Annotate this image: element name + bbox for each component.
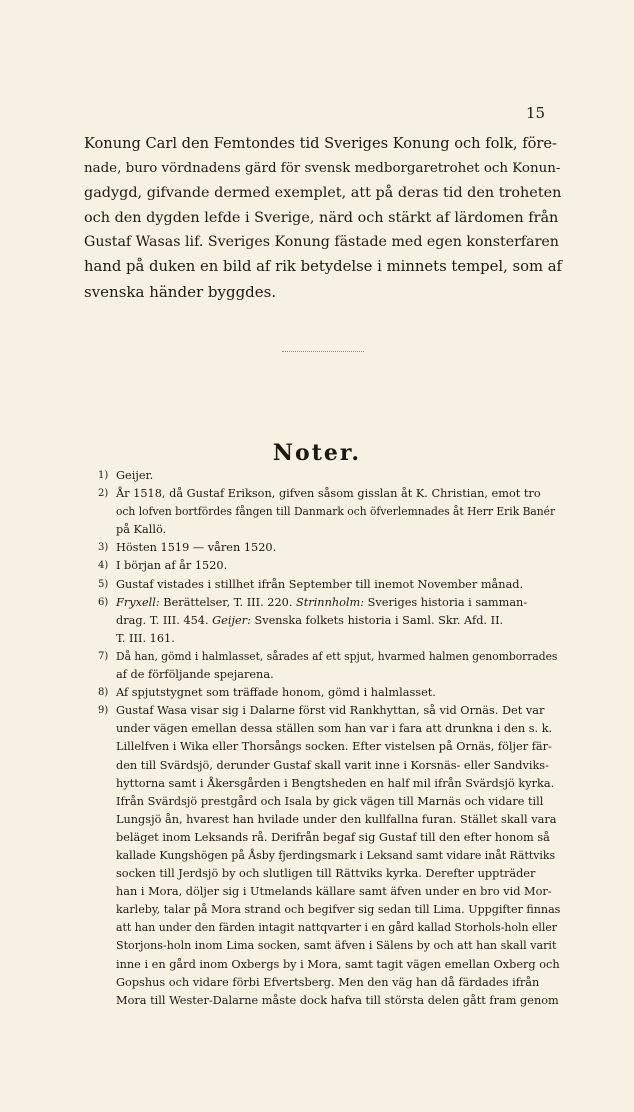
note-text: drag. T. III. 454.: [116, 613, 213, 627]
note-line: hyttorna samt i Åkersgården i Bengtsheden en half mil ifrån Svärdsjö kyrka.: [116, 776, 555, 790]
note-line: Mora till Wester-Dalarne måste dock hafva till största delen gått fram genom: [116, 993, 559, 1007]
note-6: [98, 594, 560, 648]
note-line: beläget inom Leksands rå. Derifrån begaf sig Gustaf till den efter honom så: [116, 830, 550, 844]
note-line: Af spjutstygnet som träffade honom, gömd i halmlasset.: [116, 686, 436, 700]
note-text: Berättelser, T. III. 220.: [159, 595, 297, 609]
note-7: [98, 648, 560, 684]
note-line: [116, 612, 560, 630]
note-number: 8): [98, 687, 109, 699]
note-5: [98, 576, 560, 594]
notes-heading: Noter.: [272, 440, 362, 466]
note-3: [98, 539, 560, 557]
note-line: Gustaf Wasa visar sig i Dalarne först vid Rankhyttan, så vid Ornäs. Det var: [116, 704, 545, 718]
note-line: T. III. 161.: [116, 631, 175, 645]
note-number: 3): [98, 542, 109, 554]
note-line: inne i en gård inom Oxbergs by i Mora, samt tagit vägen emellan Oxberg och: [116, 957, 560, 971]
note-number: 5): [98, 578, 109, 590]
body-line: svenska händer byggdes.: [84, 282, 277, 301]
note-number: 9): [98, 705, 109, 717]
note-number: 4): [98, 560, 109, 572]
note-text: Sveriges historia i samman-: [364, 595, 528, 609]
body-line: gadygd, gifvande dermed exemplet, att på deras tid den troheten: [84, 185, 562, 202]
note-line: Storjons-holn inom Lima socken, samt äfven i Sälens by och att han skall varit: [116, 939, 557, 953]
body-line: Gustaf Wasas lif. Sveriges Konung fästade med egen konsterfaren: [84, 234, 559, 251]
note-line: under vägen emellan dessa ställen som han var i fara att drunkna i den s. k.: [116, 722, 553, 736]
note-number: 7): [98, 650, 109, 662]
note-number: 6): [98, 596, 109, 608]
note-line: kallade Kungshögen på Åsby fjerdingsmark i Leksand samt vidare inåt Rättviks: [116, 848, 556, 862]
note-line: Gustaf vistades i stillhet ifrån September till inemot November månad.: [116, 577, 524, 591]
note-line: Ifrån Svärdsjö prestgård och Isala by gick vägen till Marnäs och vidare till: [116, 794, 544, 808]
section-divider: [282, 351, 364, 352]
body-line: och den dygden lefde i Sverige, närd och stärkt af lärdomen från: [84, 209, 559, 226]
note-line: Lungsjö ån, hvarest han hvilade under den kullfallna furan. Stället skall vara: [116, 812, 557, 826]
body-paragraph: [84, 132, 562, 304]
author-fryxell: Fryxell:: [116, 595, 160, 609]
notes-list: [98, 467, 560, 1010]
note-2: [98, 485, 560, 539]
body-line: hand på duken en bild af rik betydelse i minnets tempel, som af: [84, 257, 563, 275]
note-line: socken till Jerdsjö by och slutligen till Rättviks kyrka. Derefter uppträder: [116, 867, 536, 881]
note-line: Geijer.: [116, 469, 154, 482]
note-line: den till Svärdsjö, derunder Gustaf skall varit inne i Korsnäs- eller Sandviks-: [116, 758, 549, 772]
note-4: [98, 557, 560, 575]
note-number: 1): [98, 470, 109, 481]
note-line: År 1518, då Gustaf Erikson, gifven såsom gisslan åt K. Christian, emot tro: [116, 487, 541, 501]
note-line: Då han, gömd i halmlasset, sårades af ett spjut, hvarmed halmen genomborrades: [116, 649, 558, 663]
note-line: I början af år 1520.: [116, 559, 228, 573]
note-line: Hösten 1519 — våren 1520.: [116, 541, 277, 555]
note-line: Lillelfven i Wika eller Thorsångs socken. Efter vistelsen på Ornäs, följer fär-: [116, 740, 552, 754]
author-strinnholm: Strinnholm:: [296, 595, 365, 609]
page-number: 15: [526, 104, 546, 122]
note-line: han i Mora, döljer sig i Utmelands källare samt äfven under en bro vid Mor-: [116, 885, 552, 899]
note-text: Svenska folkets historia i Saml. Skr. Afd. II.: [250, 613, 504, 627]
note-number: 2): [98, 488, 109, 500]
note-8: [98, 684, 560, 702]
note-line: och lofven bortfördes fången till Danmark och öfverlemnades åt Herr Erik Banér: [116, 505, 556, 519]
note-line: att han under den färden intagit nattqvarter i en gård kallad Storhols-holn eller: [116, 921, 558, 935]
note-line: Gopshus och vidare förbi Efvertsberg. Men den väg han då färdades ifrån: [116, 975, 540, 989]
note-line: karleby, talar på Mora strand och begifver sig sedan till Lima. Uppgifter finnas: [116, 903, 561, 917]
note-line: [116, 594, 560, 612]
author-geijer: Geijer:: [212, 613, 251, 627]
body-line: nade, buro vördnadens gärd för svensk medborgaretrohet och Konun-: [84, 160, 561, 176]
body-line: Konung Carl den Femtondes tid Sveriges Konung och folk, före-: [84, 135, 557, 152]
note-line: af de förföljande spejarena.: [116, 668, 274, 682]
note-9: [98, 702, 560, 1010]
note-line: på Kallö.: [116, 523, 167, 537]
note-1: [98, 467, 560, 485]
